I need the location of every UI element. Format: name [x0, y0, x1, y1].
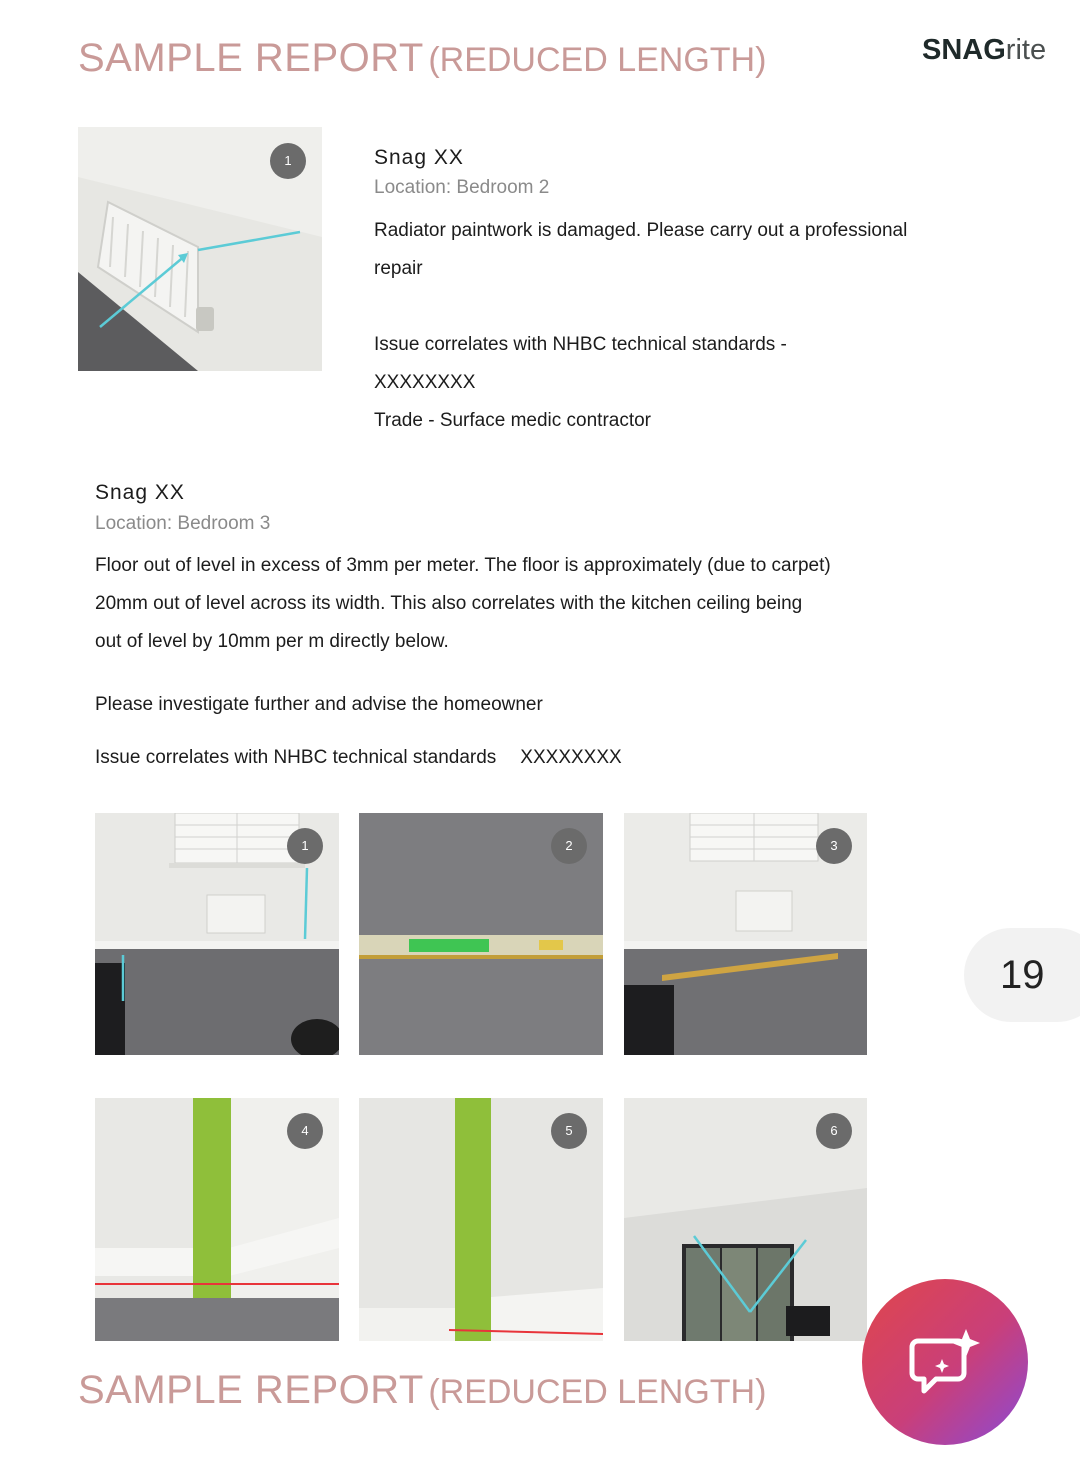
- ai-chat-sparkle-icon: [862, 1279, 1028, 1445]
- photo-number-badge: 4: [287, 1113, 323, 1149]
- photo-number-badge: 1: [287, 828, 323, 864]
- page-number-indicator: 19: [964, 928, 1080, 1022]
- snag2-photo-6[interactable]: [624, 1098, 867, 1341]
- snag2-location: Location: Bedroom 3: [95, 513, 271, 534]
- photo-number-badge: 1: [270, 143, 306, 179]
- photo-number-badge: 3: [816, 828, 852, 864]
- ai-assistant-button[interactable]: [862, 1279, 1028, 1445]
- snag1-photo[interactable]: [78, 127, 322, 371]
- photo-number-badge: 2: [551, 828, 587, 864]
- snag2-photo-5[interactable]: [359, 1098, 603, 1341]
- snag2-photo-2[interactable]: [359, 813, 603, 1055]
- photo-number-badge: 6: [816, 1113, 852, 1149]
- report-title: [78, 36, 766, 81]
- snag2-photo-4[interactable]: [95, 1098, 339, 1341]
- snag2-title: Snag XX: [95, 481, 185, 504]
- footer-title: SAMPLE REPORT (REDUCED LENGTH): [78, 1368, 767, 1412]
- snag1-trade: Trade - Surface medic contractor: [374, 410, 652, 431]
- snag2-instruction: Please investigate further and advise the homeowner: [95, 694, 543, 715]
- snag1-standards: Issue correlates with NHBC technical standards - XXXXXXXX Trade - Surface medic contractor: [374, 326, 787, 440]
- snag1-description: Radiator paintwork is damaged. Please carry out a professional repair: [374, 220, 908, 279]
- snag1-location: Location: Bedroom 2: [374, 177, 550, 198]
- snag2-photo-1[interactable]: [95, 813, 339, 1055]
- report-title-sub: (REDUCED LENGTH): [428, 41, 767, 79]
- snag2-photo-3[interactable]: [624, 813, 867, 1055]
- report-title-main: SAMPLE REPORT: [78, 36, 424, 80]
- snag2-description: Floor out of level in excess of 3mm per meter. The floor is approximately (due to carpet) 20mm out of level across its width. This also correlates with the kitchen ceiling being out of level by 10mm per m directly below.: [95, 555, 831, 652]
- photo-number-badge: 5: [551, 1113, 587, 1149]
- brand-logo: SNAGrite: [922, 34, 1047, 66]
- snag2-standards: Issue correlates with NHBC technical standards XXXXXXXX: [95, 747, 622, 768]
- snag1-title: Snag XX: [374, 146, 464, 169]
- snag2-standards-ref: XXXXXXXX: [520, 747, 622, 768]
